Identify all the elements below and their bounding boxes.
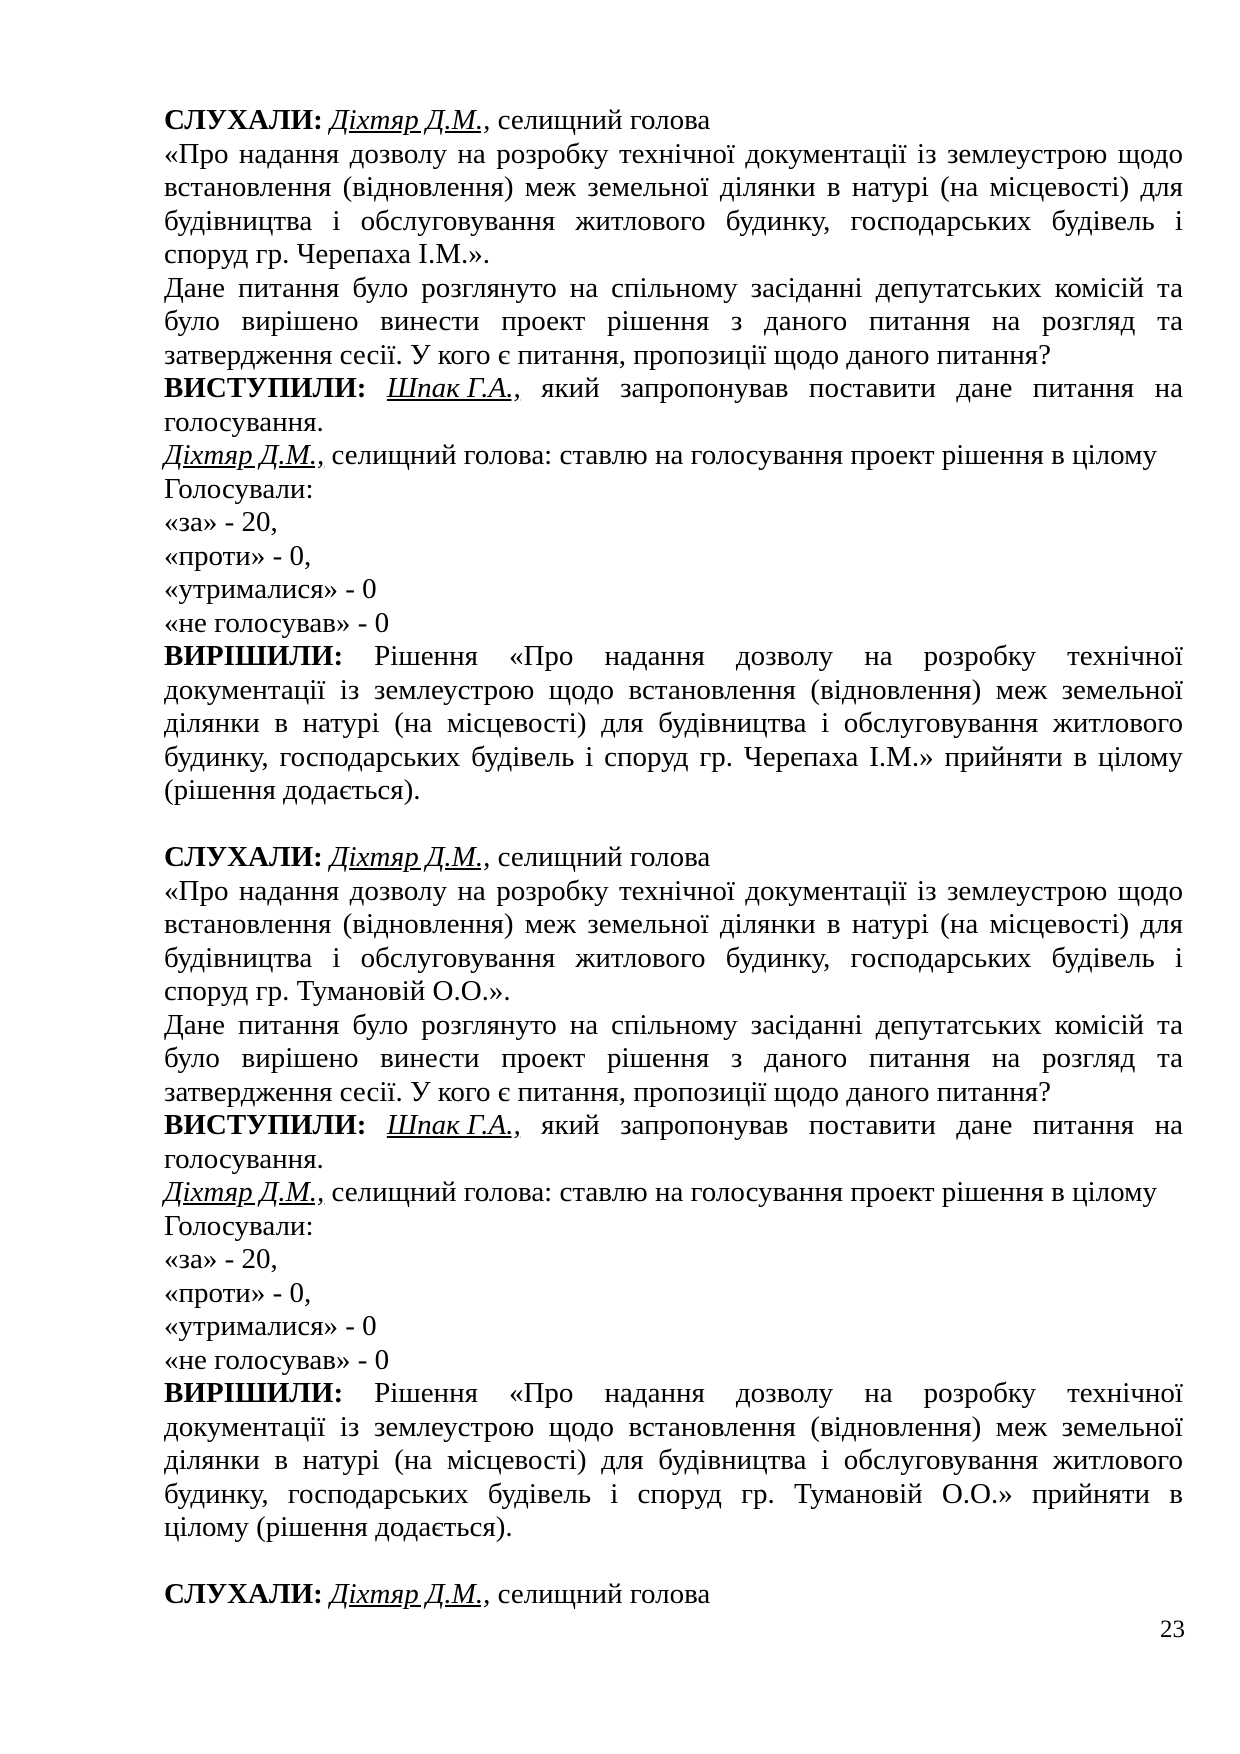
word: (на bbox=[394, 707, 433, 739]
word: житлового bbox=[575, 204, 706, 237]
word: Черепаха bbox=[743, 740, 859, 773]
word: розгляд bbox=[1041, 1042, 1136, 1074]
word: запропонував bbox=[620, 372, 789, 404]
word: місцевості) bbox=[446, 707, 587, 739]
word: житлового bbox=[575, 941, 706, 974]
word: землеустрою bbox=[373, 1410, 535, 1443]
word: на bbox=[864, 1377, 893, 1409]
word: технічної bbox=[1067, 640, 1183, 672]
word: ділянки bbox=[164, 707, 260, 739]
word: рішення bbox=[607, 1042, 710, 1074]
word: Рішення bbox=[374, 640, 478, 672]
decision-line bbox=[164, 1478, 1183, 1512]
word: встановлення bbox=[628, 1410, 796, 1443]
document-body bbox=[164, 104, 1183, 1612]
decision-last: (рішення додається). bbox=[164, 774, 421, 806]
word: встановлення bbox=[164, 171, 332, 203]
word: І.М.» bbox=[869, 740, 934, 773]
word: споруд bbox=[637, 1477, 722, 1510]
word: надання bbox=[604, 1377, 705, 1409]
word: з bbox=[730, 305, 743, 337]
word: для bbox=[601, 707, 644, 739]
word: (на bbox=[394, 1444, 433, 1476]
word: Тумановій bbox=[793, 1477, 923, 1510]
word: прийняти bbox=[944, 740, 1063, 773]
spoke-label: ВИСТУПИЛИ: bbox=[164, 1109, 367, 1141]
word: і bbox=[1174, 204, 1183, 237]
word: технічної bbox=[618, 874, 735, 907]
word: на bbox=[569, 271, 599, 304]
heard-line bbox=[164, 104, 1183, 138]
word: будівництва bbox=[164, 204, 313, 237]
word: будинку, bbox=[725, 204, 831, 237]
votes-header: Голосували: bbox=[164, 1209, 314, 1242]
discussion-last: затвердження сесії. У кого є питання, пропозиції щодо даного питання? bbox=[164, 338, 1051, 371]
word: запропонував bbox=[620, 1109, 789, 1141]
word: гр. bbox=[699, 740, 734, 773]
word: земельної bbox=[1061, 673, 1183, 706]
paragraph-gap bbox=[164, 1545, 1183, 1579]
word: було bbox=[352, 1008, 409, 1041]
word: «Про bbox=[164, 874, 229, 907]
speaker-name: Шпак Г.А., bbox=[386, 1109, 521, 1141]
word: документації bbox=[164, 1410, 326, 1443]
word: обслуговування bbox=[360, 941, 556, 974]
word: ділянки bbox=[719, 171, 816, 203]
word: меж bbox=[524, 908, 577, 940]
word: поставити bbox=[808, 372, 936, 404]
word: на bbox=[569, 1008, 599, 1041]
word: (відновлення) bbox=[342, 171, 514, 203]
word: прийняти bbox=[1031, 1477, 1151, 1510]
word: питання bbox=[238, 1008, 340, 1041]
word: місцевості) bbox=[989, 908, 1130, 940]
word: даного bbox=[763, 305, 848, 337]
vote-result: «не голосував» - 0 bbox=[164, 606, 390, 639]
word: дане bbox=[956, 1109, 1013, 1141]
word: щодо bbox=[1117, 874, 1183, 907]
word: на bbox=[1154, 1109, 1183, 1141]
word: і bbox=[821, 1444, 830, 1476]
word: розробку bbox=[496, 137, 609, 170]
word: рішення bbox=[607, 305, 710, 337]
word: будівництва bbox=[658, 1444, 807, 1476]
word: з bbox=[730, 1042, 743, 1074]
head-name: Діхтяр Д.М., bbox=[330, 841, 491, 873]
word: будівель bbox=[1051, 941, 1155, 974]
word: (відновлення) bbox=[810, 1410, 982, 1443]
speech-line bbox=[164, 1109, 1183, 1143]
word: встановлення bbox=[628, 673, 796, 706]
word: депутатських bbox=[875, 271, 1042, 304]
word: для bbox=[1140, 908, 1183, 940]
word: земельної bbox=[587, 908, 709, 940]
word: щодо bbox=[1117, 137, 1183, 170]
word: дозволу bbox=[349, 137, 447, 170]
decision-last: цілому (рішення додається). bbox=[164, 1511, 513, 1543]
heard-label: СЛУХАЛИ: bbox=[164, 104, 323, 136]
heard-label: СЛУХАЛИ: bbox=[164, 1578, 323, 1610]
decision-line bbox=[164, 1444, 1183, 1478]
word: в bbox=[1073, 740, 1088, 773]
word: із bbox=[339, 673, 360, 706]
agenda-title-line bbox=[164, 942, 1183, 976]
spoke-label: ВИСТУПИЛИ: bbox=[164, 372, 367, 404]
word: меж bbox=[995, 673, 1048, 706]
word: і bbox=[585, 740, 594, 773]
agenda-title-last: споруд гр. Тумановій О.О.». bbox=[164, 975, 511, 1007]
word: місцевості) bbox=[446, 1444, 587, 1476]
word: житлового bbox=[1052, 707, 1183, 739]
word: технічної bbox=[618, 137, 735, 170]
word: Дане bbox=[164, 271, 226, 304]
agenda-title-line bbox=[164, 875, 1183, 909]
word: винести bbox=[380, 1042, 480, 1074]
discussion-line bbox=[164, 305, 1183, 339]
word: (на bbox=[940, 171, 979, 203]
word: обслуговування bbox=[360, 204, 556, 237]
word: проект bbox=[501, 1042, 586, 1074]
word: комісій bbox=[1054, 1008, 1145, 1041]
word: документації bbox=[745, 137, 907, 170]
word: гр. bbox=[741, 1477, 775, 1510]
word: і bbox=[821, 707, 830, 739]
word: землеустрою bbox=[946, 137, 1108, 170]
vote-result: «утрималися» - 0 bbox=[164, 1310, 377, 1342]
word: натурі bbox=[851, 908, 929, 940]
word: дозволу bbox=[735, 1377, 834, 1409]
vote-result: «не голосував» - 0 bbox=[164, 1343, 390, 1376]
word: будівництва bbox=[164, 941, 313, 974]
head-role: селищний голова bbox=[497, 1578, 711, 1610]
agenda-title-last: споруд гр. Черепаха І.М.». bbox=[164, 238, 490, 270]
vote-result: «за» - 20, bbox=[164, 1243, 278, 1275]
word: депутатських bbox=[875, 1008, 1042, 1041]
word: земельної bbox=[1061, 1410, 1183, 1443]
discussion-last: затвердження сесії. У кого є питання, пропозиції щодо даного питання? bbox=[164, 1075, 1051, 1108]
word: ділянки bbox=[164, 1444, 260, 1476]
word: меж bbox=[995, 1410, 1048, 1443]
word: в bbox=[274, 707, 289, 739]
word: поставити bbox=[808, 1109, 936, 1141]
paragraph-gap bbox=[164, 808, 1183, 842]
word: в bbox=[826, 908, 841, 940]
word: і bbox=[332, 941, 341, 974]
word: встановлення bbox=[164, 908, 332, 940]
vote-call-text: селищний голова: ставлю на голосування проект рішення в цілому bbox=[331, 1176, 1157, 1208]
word: (відновлення) bbox=[810, 673, 982, 706]
word: землеустрою bbox=[373, 673, 535, 706]
agenda-title-line bbox=[164, 908, 1183, 942]
word: було bbox=[352, 271, 409, 304]
discussion-line bbox=[164, 1009, 1183, 1043]
word: було bbox=[164, 305, 220, 337]
word: надання bbox=[238, 874, 340, 907]
word: даного bbox=[763, 1042, 848, 1074]
word: будівель bbox=[487, 1477, 592, 1510]
word: на bbox=[1154, 372, 1183, 404]
word: (на bbox=[940, 908, 979, 940]
word: засіданні bbox=[750, 1008, 863, 1041]
word: О.О.» bbox=[941, 1477, 1013, 1510]
word: землеустрою bbox=[946, 874, 1108, 907]
word: дозволу bbox=[735, 640, 834, 672]
speaker-name: Шпак Г.А., bbox=[386, 372, 521, 404]
word: технічної bbox=[1067, 1377, 1183, 1409]
head-role: селищний голова bbox=[497, 104, 711, 136]
word: який bbox=[541, 372, 600, 404]
word: та bbox=[1157, 1008, 1183, 1041]
heard-label: СЛУХАЛИ: bbox=[164, 841, 323, 873]
word: меж bbox=[524, 171, 577, 203]
speech-line bbox=[164, 372, 1183, 406]
head-name: Діхтяр Д.М., bbox=[164, 1176, 325, 1208]
word: винести bbox=[380, 305, 480, 337]
word: споруд bbox=[604, 740, 689, 773]
word: питання bbox=[1032, 1109, 1135, 1141]
word: який bbox=[541, 1109, 600, 1141]
speech-last: голосування. bbox=[164, 405, 324, 438]
agenda-title-line bbox=[164, 205, 1183, 239]
word: в bbox=[274, 1444, 289, 1476]
word: житлового bbox=[1052, 1444, 1183, 1476]
word: розглянуто bbox=[421, 1008, 557, 1041]
word: надання bbox=[604, 640, 705, 672]
word: господарських bbox=[287, 1477, 469, 1510]
discussion-line bbox=[164, 1042, 1183, 1076]
word: земельної bbox=[587, 171, 709, 203]
word: із bbox=[917, 874, 937, 907]
head-name: Діхтяр Д.М., bbox=[164, 439, 325, 471]
word: будинку, bbox=[164, 740, 269, 773]
word: розгляд bbox=[1041, 305, 1136, 337]
word: натурі bbox=[302, 707, 380, 739]
heard-line bbox=[164, 841, 1183, 875]
agenda-title-line bbox=[164, 138, 1183, 172]
word: будівель bbox=[471, 740, 575, 773]
decided-label: ВИРІШИЛИ: bbox=[164, 1377, 344, 1409]
word: «Про bbox=[508, 640, 574, 672]
word: будівництва bbox=[658, 707, 807, 739]
word: із bbox=[339, 1410, 360, 1443]
word: на bbox=[457, 137, 486, 170]
word: та bbox=[1157, 1042, 1183, 1074]
page-number: 23 bbox=[1160, 1616, 1185, 1643]
decision-line bbox=[164, 741, 1183, 775]
word: в bbox=[1169, 1477, 1183, 1510]
word: на bbox=[457, 874, 486, 907]
discussion-line bbox=[164, 272, 1183, 306]
word: питання bbox=[868, 305, 971, 337]
word: господарських bbox=[279, 740, 461, 773]
word: вирішено bbox=[241, 1042, 359, 1074]
word: на bbox=[991, 305, 1021, 337]
word: будинку, bbox=[164, 1477, 269, 1510]
word: дане bbox=[956, 372, 1013, 404]
word: було bbox=[164, 1042, 220, 1074]
word: будівель bbox=[1051, 204, 1155, 237]
head-role: селищний голова bbox=[497, 841, 711, 873]
decision-first-line bbox=[164, 640, 1183, 674]
heard-line bbox=[164, 1578, 1183, 1612]
word: і bbox=[1174, 941, 1183, 974]
word: на bbox=[864, 640, 893, 672]
word: питання bbox=[868, 1042, 971, 1074]
word: розробку bbox=[923, 1377, 1037, 1409]
decision-line bbox=[164, 707, 1183, 741]
word: натурі bbox=[302, 1444, 380, 1476]
decided-label: ВИРІШИЛИ: bbox=[164, 640, 344, 672]
vote-call-text: селищний голова: ставлю на голосування проект рішення в цілому bbox=[331, 439, 1157, 471]
vote-call-line bbox=[164, 439, 1183, 473]
word: в bbox=[826, 171, 841, 203]
word: «Про bbox=[164, 137, 229, 170]
decision-line bbox=[164, 1411, 1183, 1445]
word: розробку bbox=[496, 874, 609, 907]
vote-result: «проти» - 0, bbox=[164, 1276, 312, 1309]
word: на bbox=[991, 1042, 1021, 1074]
word: засіданні bbox=[750, 271, 863, 304]
word: проект bbox=[501, 305, 586, 337]
head-name: Діхтяр Д.М., bbox=[330, 104, 491, 136]
word: щодо bbox=[548, 1410, 615, 1443]
word: розробку bbox=[923, 640, 1037, 672]
vote-result: «за» - 20, bbox=[164, 506, 278, 538]
word: та bbox=[1157, 305, 1183, 337]
decision-first-line bbox=[164, 1377, 1183, 1411]
vote-result: «утрималися» - 0 bbox=[164, 573, 377, 605]
word: (відновлення) bbox=[342, 908, 514, 940]
word: комісій bbox=[1054, 271, 1145, 304]
word: та bbox=[1157, 271, 1183, 304]
word: господарських bbox=[850, 204, 1032, 237]
word: «Про bbox=[508, 1377, 574, 1409]
speech-last: голосування. bbox=[164, 1142, 324, 1175]
word: із bbox=[917, 137, 937, 170]
word: надання bbox=[238, 137, 340, 170]
word: обслуговування bbox=[843, 1444, 1039, 1476]
word: документації bbox=[164, 673, 326, 706]
word: розглянуто bbox=[421, 271, 557, 304]
vote-result: «проти» - 0, bbox=[164, 539, 312, 572]
word: питання bbox=[1032, 372, 1135, 404]
agenda-title-line bbox=[164, 171, 1183, 205]
word: ділянки bbox=[719, 908, 816, 940]
word: Рішення bbox=[374, 1377, 478, 1409]
head-name: Діхтяр Д.М., bbox=[330, 1578, 491, 1610]
word: дозволу bbox=[349, 874, 447, 907]
word: документації bbox=[745, 874, 907, 907]
word: місцевості) bbox=[989, 171, 1130, 203]
word: обслуговування bbox=[843, 707, 1039, 739]
word: будинку, bbox=[725, 941, 831, 974]
word: вирішено bbox=[241, 305, 359, 337]
votes-header: Голосували: bbox=[164, 472, 314, 505]
word: питання bbox=[238, 271, 340, 304]
word: господарських bbox=[850, 941, 1032, 974]
word: Дане bbox=[164, 1008, 226, 1041]
word: спільному bbox=[611, 1008, 738, 1041]
word: для bbox=[601, 1444, 644, 1476]
word: і bbox=[610, 1477, 619, 1510]
vote-call-line bbox=[164, 1176, 1183, 1210]
word: натурі bbox=[851, 171, 929, 203]
word: і bbox=[332, 204, 341, 237]
word: для bbox=[1140, 171, 1183, 203]
word: спільному bbox=[611, 271, 738, 304]
word: щодо bbox=[548, 673, 615, 706]
word: цілому bbox=[1098, 740, 1183, 773]
decision-line bbox=[164, 674, 1183, 708]
